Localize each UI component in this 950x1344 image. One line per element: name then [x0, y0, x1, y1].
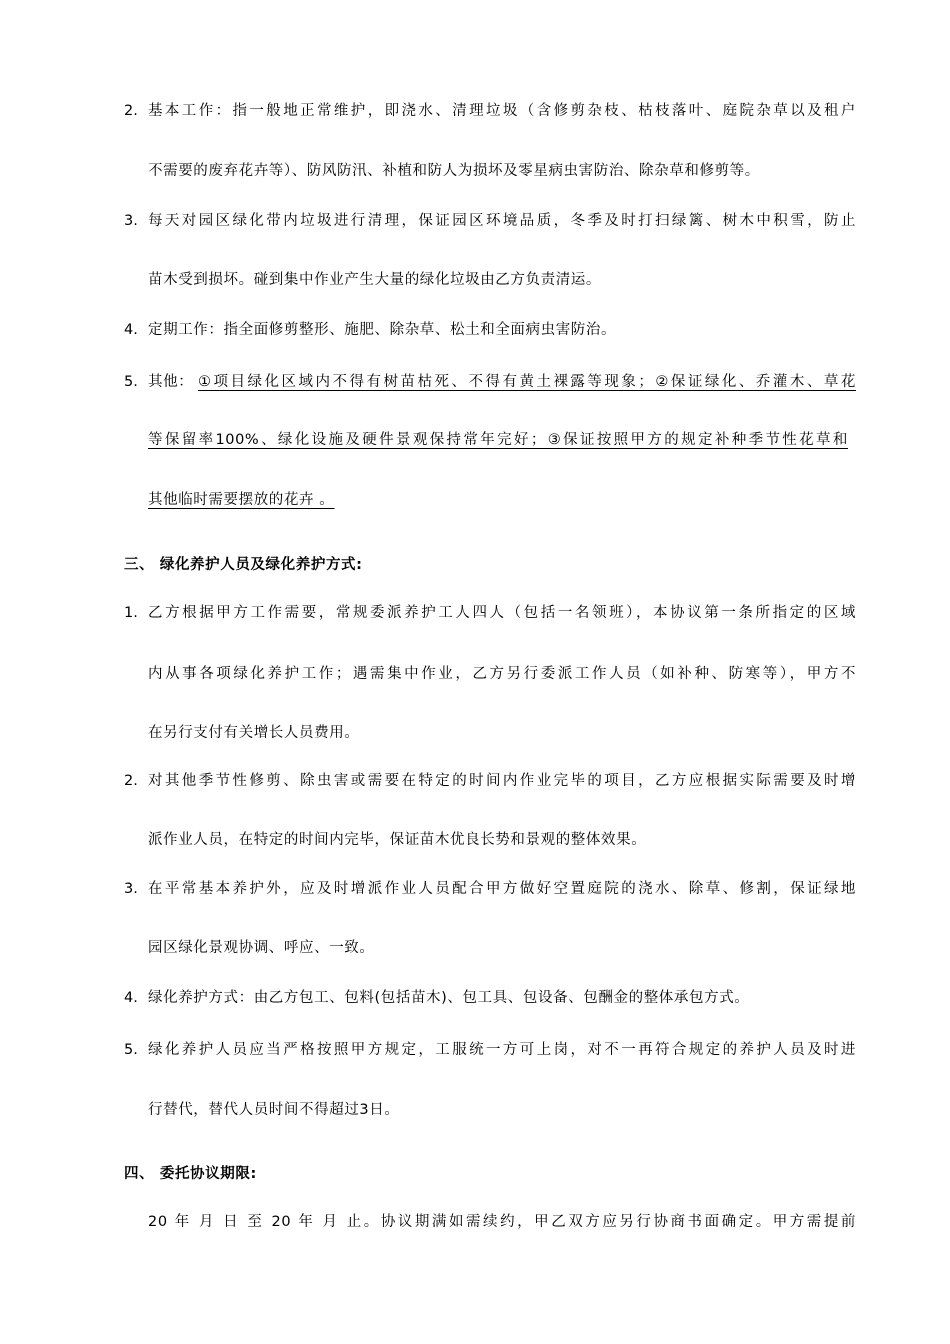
underlined-line: 其他临时需要摆放的花卉 。: [148, 492, 335, 508]
paragraph-line: 基本工作：指一般地正常维护，即浇水、清理垃圾（含修剪杂枝、枯枝落叶、庭院杂草以及租户: [148, 103, 856, 119]
item-number: 1.: [124, 605, 138, 621]
item-number: 5.: [124, 374, 138, 390]
paragraph-line: 在另行支付有关增长人员费用。: [148, 725, 360, 741]
paragraph-line: 苗木受到损坏。碰到集中作业产生大量的绿化垃圾由乙方负责清运。: [148, 272, 601, 288]
paragraph-line: 不需要的废弃花卉等）、防风防汛、补植和防人为损坏及零星病虫害防治、除杂草和修剪等。: [148, 163, 760, 179]
item-number: 2.: [124, 103, 138, 119]
paragraph-line: 乙方根据甲方工作需要，常规委派养护工人四人（包括一名领班），本协议第一条所指定的区域: [148, 605, 856, 621]
underlined-line: 等保留率100%、绿化设施及硬件景观保持常年完好；③保证按照甲方的规定补种季节性花草和: [148, 432, 848, 448]
paragraph-line: 园区绿化景观协调、呼应、一致。: [148, 940, 375, 956]
item-number: 3.: [124, 213, 138, 229]
item-prefix: 其他：: [148, 374, 194, 390]
paragraph-line: 在平常基本养护外，应及时增派作业人员配合甲方做好空置庭院的浇水、除草、修割，保证绿地: [148, 881, 856, 897]
section-heading: 三、 绿化养护人员及绿化养护方式:: [124, 557, 363, 573]
paragraph-line: 绿化养护人员应当严格按照甲方规定，工服统一方可上岗，对不一再符合规定的养护人员及时进: [148, 1042, 856, 1058]
paragraph-line: 派作业人员，在特定的时间内完毕，保证苗木优良长势和景观的整体效果。: [148, 832, 647, 848]
paragraph-line: 20 年 月 日 至 20 年 月 止。协议期满如需续约，甲乙双方应另行协商书面确定。甲方需提前: [148, 1214, 856, 1230]
paragraph-line: 对其他季节性修剪、除虫害或需要在特定的时间内作业完毕的项目，乙方应根据实际需要及时增: [148, 773, 856, 789]
item-number: 2.: [124, 773, 138, 789]
section-heading: 四、 委托协议期限:: [124, 1166, 257, 1182]
underlined-line: ①项目绿化区域内不得有树苗枯死、不得有黄土裸露等现象；②保证绿化、乔灌木、草花: [198, 374, 856, 390]
item-number: 4.: [124, 322, 138, 338]
paragraph-line: 定期工作：指全面修剪整形、施肥、除杂草、松土和全面病虫害防治。: [148, 322, 617, 338]
paragraph-line: 内从事各项绿化养护工作；遇需集中作业，乙方另行委派工作人员（如补种、防寒等），甲方不: [148, 666, 856, 682]
item-number: 3.: [124, 881, 138, 897]
item-number: 5.: [124, 1042, 138, 1058]
paragraph-line: 行替代，替代人员时间不得超过3日。: [148, 1102, 400, 1118]
item-number: 4.: [124, 990, 138, 1006]
paragraph-line: 绿化养护方式：由乙方包工、包料(包括苗木)、包工具、包设备、包酬金的整体承包方式。: [148, 990, 750, 1006]
paragraph-line: 每天对园区绿化带内垃圾进行清理，保证园区环境品质，冬季及时打扫绿篱、树木中积雪，防止: [148, 213, 856, 229]
